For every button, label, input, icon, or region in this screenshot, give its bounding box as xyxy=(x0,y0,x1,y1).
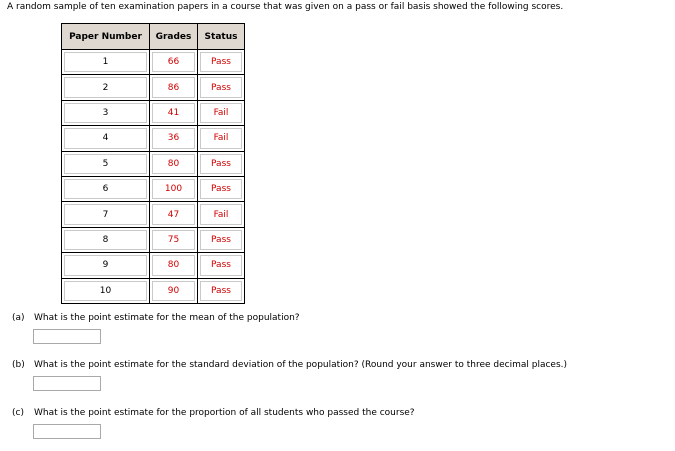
grade-cell: 47 xyxy=(152,204,195,224)
status-cell: Pass xyxy=(200,255,242,275)
header-status: Status xyxy=(198,24,245,50)
grade-cell: 66 xyxy=(152,52,195,72)
header-grades: Grades xyxy=(150,24,198,50)
question-c-text: What is the point estimate for the proportion of all students who passed the course? xyxy=(34,408,415,418)
paper-number-cell: 4 xyxy=(64,128,147,148)
question-a-text: What is the point estimate for the mean of the population? xyxy=(34,313,300,323)
status-cell: Pass xyxy=(200,179,242,199)
grade-cell: 75 xyxy=(152,230,195,250)
table-row xyxy=(62,253,245,278)
question-c-label: (c) xyxy=(12,408,24,418)
scores-table xyxy=(61,23,245,304)
question-b xyxy=(12,360,567,370)
question-b-text: What is the point estimate for the standard deviation of the population? (Round your answer to three decimal places.) xyxy=(34,360,567,370)
grade-cell: 90 xyxy=(152,281,195,301)
status-cell: Pass xyxy=(200,77,242,97)
grade-cell: 86 xyxy=(152,77,195,97)
table-row xyxy=(62,176,245,201)
table-row xyxy=(62,227,245,252)
question-b-label: (b) xyxy=(12,360,25,370)
paper-number-cell: 3 xyxy=(64,103,147,123)
paper-number-cell: 7 xyxy=(64,204,147,224)
question-a xyxy=(12,313,300,323)
status-cell: Fail xyxy=(200,204,242,224)
paper-number-cell: 8 xyxy=(64,230,147,250)
grade-cell: 80 xyxy=(152,255,195,275)
status-cell: Fail xyxy=(200,103,242,123)
table-row xyxy=(62,202,245,227)
status-cell: Pass xyxy=(200,154,242,174)
table-row xyxy=(62,50,245,75)
answer-b-input[interactable] xyxy=(33,376,101,391)
table-row xyxy=(62,278,245,303)
table-row xyxy=(62,151,245,176)
paper-number-cell: 2 xyxy=(64,77,147,97)
table-header-row xyxy=(62,24,245,50)
answer-c-input[interactable] xyxy=(33,424,101,439)
status-cell: Pass xyxy=(200,230,242,250)
grade-cell: 80 xyxy=(152,154,195,174)
table-row xyxy=(62,126,245,151)
status-cell: Pass xyxy=(200,281,242,301)
status-cell: Pass xyxy=(200,52,242,72)
paper-number-cell: 9 xyxy=(64,255,147,275)
status-cell: Fail xyxy=(200,128,242,148)
grade-cell: 41 xyxy=(152,103,195,123)
table-row xyxy=(62,100,245,125)
paper-number-cell: 5 xyxy=(64,154,147,174)
paper-number-cell: 10 xyxy=(64,281,147,301)
paper-number-cell: 1 xyxy=(64,52,147,72)
grade-cell: 100 xyxy=(152,179,195,199)
paper-number-cell: 6 xyxy=(64,179,147,199)
header-paper-number: Paper Number xyxy=(62,24,150,50)
grade-cell: 36 xyxy=(152,128,195,148)
question-a-label: (a) xyxy=(12,313,25,323)
answer-a-input[interactable] xyxy=(33,329,101,344)
intro-text: A random sample of ten examination papers in a course that was given on a pass or fail basis showed the following scores. xyxy=(7,2,564,12)
table-row xyxy=(62,75,245,100)
question-c xyxy=(12,408,415,418)
